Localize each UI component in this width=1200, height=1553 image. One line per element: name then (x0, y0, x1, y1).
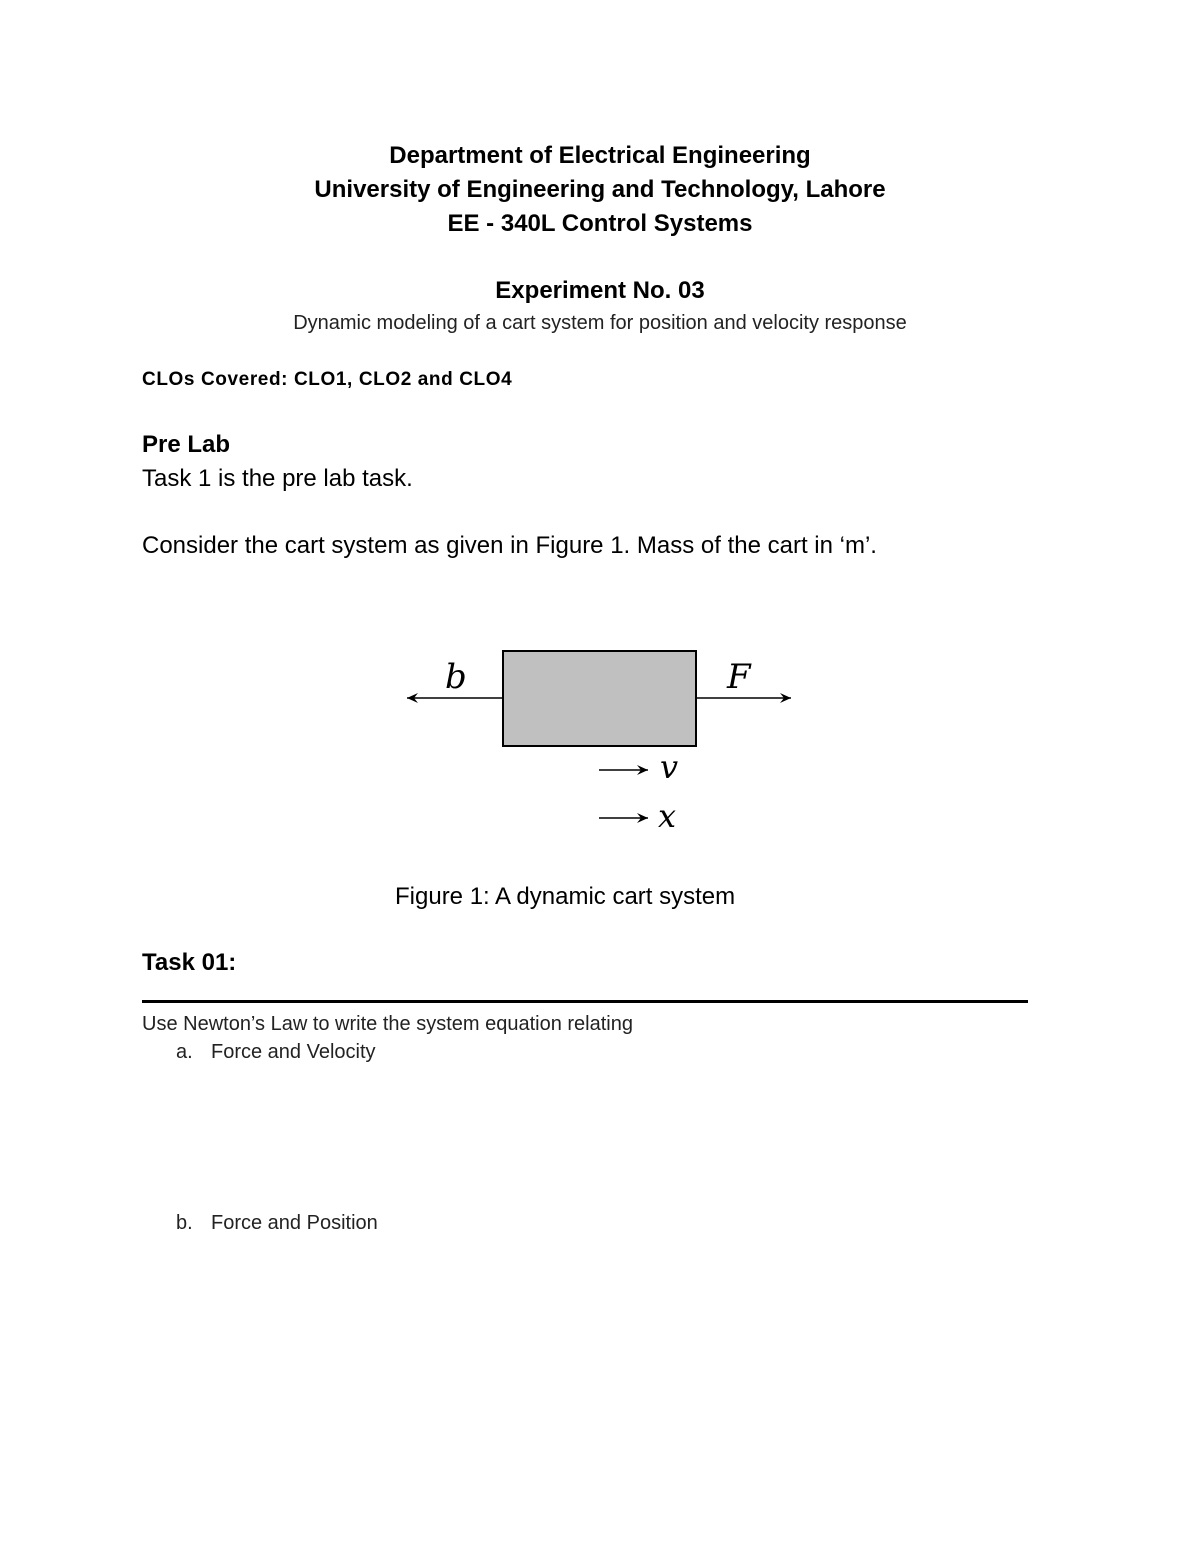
cart-box (503, 651, 696, 746)
task-instruction: Use Newton’s Law to write the system equation relating (142, 1013, 633, 1035)
label-v: v (660, 748, 679, 786)
course-heading: EE - 340L Control Systems (447, 210, 753, 237)
item-force-velocity: Force and Velocity (211, 1041, 376, 1063)
figure-caption: Figure 1: A dynamic cart system (395, 883, 736, 910)
label-F: F (727, 657, 751, 697)
item-force-position: Force and Position (211, 1212, 378, 1234)
department-heading: Department of Electrical Engineering (389, 142, 811, 169)
prelab-intro: Consider the cart system as given in Figure 1. Mass of the cart in ‘m’. (142, 532, 877, 559)
cart-diagram (390, 640, 810, 840)
label-x: x (658, 797, 677, 835)
label-b: b (445, 657, 467, 697)
item-letter-a: a. (176, 1041, 193, 1063)
item-letter-b: b. (176, 1212, 193, 1234)
task-divider (142, 1000, 1028, 1003)
university-heading: University of Engineering and Technology, Lahore (314, 176, 886, 203)
experiment-title: Experiment No. 03 (495, 277, 705, 304)
prelab-heading: Pre Lab (142, 431, 231, 458)
task-heading: Task 01: (142, 949, 237, 976)
clos-covered: CLOs Covered: CLO1, CLO2 and CLO4 (142, 369, 513, 390)
prelab-note: Task 1 is the pre lab task. (142, 465, 413, 492)
experiment-subtitle: Dynamic modeling of a cart system for position and velocity response (293, 312, 907, 334)
